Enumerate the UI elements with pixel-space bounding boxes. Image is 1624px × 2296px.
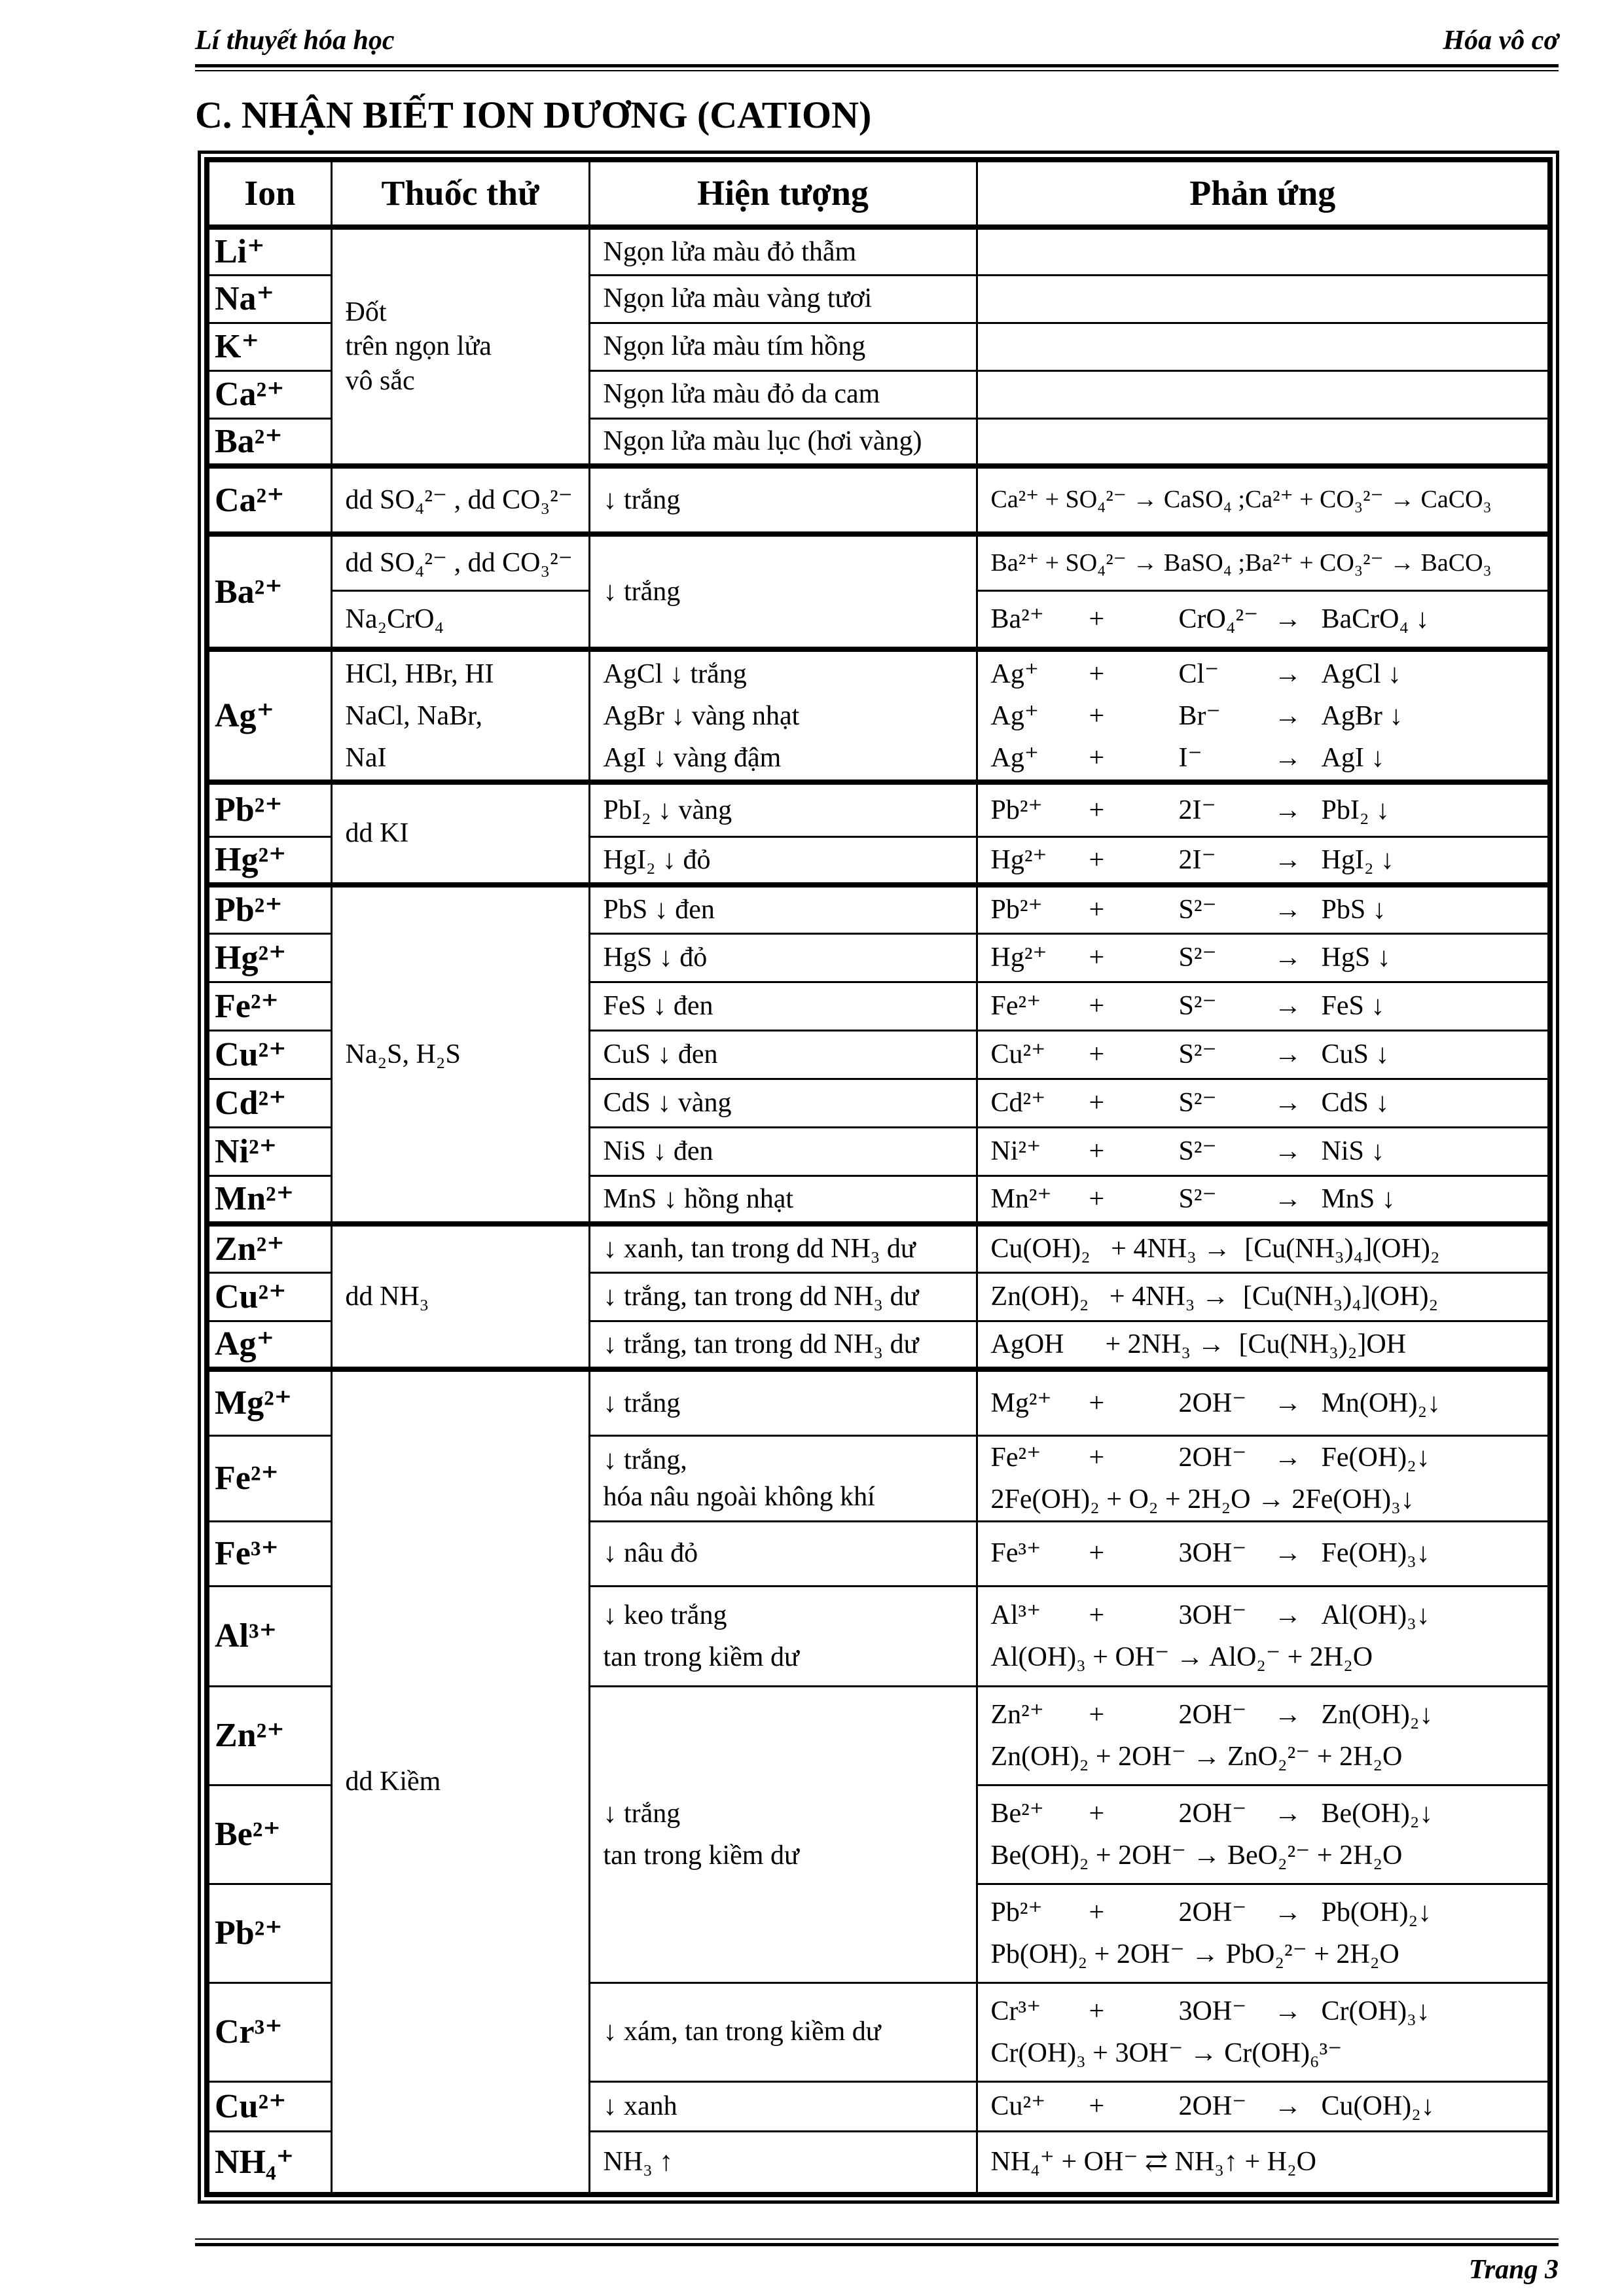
rx-part: Pb²⁺ bbox=[990, 895, 1043, 925]
reagent bbox=[331, 227, 589, 466]
reagent-line: Đốt bbox=[345, 296, 387, 327]
rx-part: Mn(OH)₂↓ bbox=[1321, 1388, 1441, 1418]
reaction bbox=[977, 323, 1550, 370]
rx-part: Cr(OH)₃↓ bbox=[1321, 1996, 1430, 2026]
rx-part: AgBr ↓ bbox=[1321, 700, 1403, 731]
phenomenon: Ngọn lửa màu tím hồng bbox=[589, 323, 977, 370]
rx-part: AgCl ↓ bbox=[1321, 658, 1402, 689]
reagent: dd SO₄²⁻ , dd CO₃²⁻ bbox=[331, 534, 589, 590]
ion: Zn²⁺ bbox=[207, 1224, 331, 1272]
page-number: Trang 3 bbox=[1468, 2255, 1559, 2285]
reagent-line: vô sắc bbox=[345, 365, 415, 396]
reaction bbox=[977, 933, 1550, 982]
ion: Ca²⁺ bbox=[207, 466, 331, 534]
table-header bbox=[207, 160, 1550, 227]
reaction-line bbox=[991, 695, 1548, 737]
reaction bbox=[977, 836, 1550, 885]
reaction-line bbox=[991, 893, 1548, 927]
ion: Al³⁺ bbox=[207, 1586, 331, 1686]
table-row bbox=[207, 1224, 1550, 1272]
rx-part: Cd²⁺ bbox=[990, 1087, 1046, 1118]
phenomenon: PbI₂ ↓ vàng bbox=[589, 782, 977, 836]
reaction-line bbox=[991, 1892, 1548, 1933]
rx-part: + bbox=[1089, 795, 1105, 825]
phen-line: tan trong kiềm dư bbox=[603, 1840, 799, 1871]
reaction-line bbox=[991, 1990, 1548, 2032]
phen-line: AgI ↓ vàng đậm bbox=[603, 742, 782, 773]
reaction: Zn(OH)₂ + 4NH₃ → [Cu(NH₃)₄](OH)₂ bbox=[977, 1272, 1550, 1321]
rx-part: → bbox=[1274, 844, 1302, 875]
ion: Cd²⁺ bbox=[207, 1079, 331, 1127]
rx-part: → bbox=[1274, 1136, 1302, 1166]
rx-part: → bbox=[1274, 742, 1302, 773]
phenomenon: Ngọn lửa màu đỏ da cam bbox=[589, 370, 977, 418]
rx-part: Cr³⁺ bbox=[990, 1996, 1041, 2026]
reaction-line bbox=[991, 1182, 1548, 1217]
reaction-line bbox=[991, 653, 1548, 695]
rx-part: + bbox=[1089, 942, 1105, 973]
rx-part: → bbox=[1274, 1442, 1302, 1473]
rx-part: + bbox=[1089, 1897, 1105, 1928]
reaction bbox=[977, 227, 1550, 275]
ammonia-group bbox=[207, 1224, 1550, 1369]
rx-part: NiS ↓ bbox=[1321, 1136, 1385, 1166]
ion: Be²⁺ bbox=[207, 1785, 331, 1884]
reaction: Ba²⁺ + SO₄²⁻ → BaSO₄ ;Ba²⁺ + CO₃²⁻ → BaCO₃ bbox=[977, 534, 1550, 590]
rx-part: Mn²⁺ bbox=[990, 1183, 1052, 1214]
page-footer bbox=[195, 2238, 1559, 2285]
reaction: Ca²⁺ + SO₄²⁻ → CaSO₄ ;Ca²⁺ + CO₃²⁻ → CaCO₃ bbox=[977, 466, 1550, 534]
rx-part: Hg²⁺ bbox=[990, 942, 1047, 973]
reaction bbox=[977, 1884, 1550, 1982]
phenomenon bbox=[589, 1586, 977, 1686]
rx-part: → bbox=[1274, 895, 1302, 925]
phenomenon: Ngọn lửa màu vàng tươi bbox=[589, 275, 977, 323]
reaction-line bbox=[991, 1086, 1548, 1121]
rx-part: Ag⁺ bbox=[990, 742, 1039, 773]
rx-part: + bbox=[1089, 844, 1105, 875]
rx-part: PbS ↓ bbox=[1321, 895, 1386, 925]
reagent-line: trên ngọn lửa bbox=[345, 331, 492, 362]
reaction bbox=[977, 1435, 1550, 1521]
rx-part: → bbox=[1274, 2090, 1302, 2121]
ion: Zn²⁺ bbox=[207, 1686, 331, 1785]
ion: Hg²⁺ bbox=[207, 836, 331, 885]
reaction bbox=[977, 782, 1550, 836]
rx-part: + bbox=[1089, 1699, 1105, 1730]
rx-part: S²⁻ bbox=[1178, 990, 1217, 1021]
phen-line: ↓ trắng bbox=[603, 1798, 681, 1829]
rx-part: Be(OH)₂↓ bbox=[1321, 1798, 1434, 1829]
ion: Cu²⁺ bbox=[207, 2081, 331, 2131]
rx-part: PbI₂ ↓ bbox=[1321, 795, 1390, 825]
reagent: dd KI bbox=[331, 782, 589, 885]
phenomenon: CdS ↓ vàng bbox=[589, 1079, 977, 1127]
rx-part: CrO₄²⁻ bbox=[1178, 603, 1259, 634]
phenomenon: ↓ trắng, tan trong dd NH₃ dư bbox=[589, 1321, 977, 1369]
rx-part: Be²⁺ bbox=[990, 1798, 1044, 1829]
rx-part: → bbox=[1274, 990, 1302, 1021]
reaction-line bbox=[991, 1134, 1548, 1169]
table-row bbox=[207, 885, 1550, 933]
rx-part: + bbox=[1089, 1600, 1105, 1630]
reaction-line: Zn(OH)₂ + 2OH⁻ → ZnO₂²⁻ + 2H₂O bbox=[990, 1741, 1403, 1772]
section-title: C. NHẬN BIẾT ION DƯƠNG (CATION) bbox=[195, 94, 872, 136]
reaction bbox=[977, 418, 1550, 466]
reaction bbox=[977, 1785, 1550, 1884]
phenomenon: HgI₂ ↓ đỏ bbox=[589, 836, 977, 885]
page-header bbox=[195, 24, 1559, 67]
reagent: Na₂S, H₂S bbox=[331, 885, 589, 1224]
rx-part: Fe(OH)₂↓ bbox=[1321, 1442, 1430, 1473]
reaction bbox=[977, 1586, 1550, 1686]
phen-line: AgBr ↓ vàng nhạt bbox=[603, 700, 800, 731]
rx-part: 3OH⁻ bbox=[1178, 1600, 1247, 1630]
rx-part: + bbox=[1089, 658, 1105, 689]
rx-part: + bbox=[1089, 742, 1105, 773]
phenomenon bbox=[589, 1686, 977, 1982]
ion: Pb²⁺ bbox=[207, 782, 331, 836]
rx-part: → bbox=[1274, 1996, 1302, 2026]
rx-part: → bbox=[1274, 1538, 1302, 1569]
col-reagent: Thuốc thử bbox=[331, 160, 589, 227]
rx-part: CuS ↓ bbox=[1321, 1039, 1390, 1069]
rx-part: Pb(OH)₂↓ bbox=[1321, 1897, 1432, 1928]
rx-part: + bbox=[1089, 990, 1105, 1021]
reagent-line: HCl, HBr, HI bbox=[345, 658, 494, 689]
rx-part: 2OH⁻ bbox=[1178, 1699, 1247, 1730]
rx-part: Ag⁺ bbox=[990, 658, 1039, 689]
rx-part: + bbox=[1089, 1996, 1105, 2026]
rx-part: HgS ↓ bbox=[1321, 942, 1391, 973]
rx-part: + bbox=[1089, 1136, 1105, 1166]
rx-part: + bbox=[1089, 1388, 1105, 1418]
reaction-line bbox=[991, 1536, 1548, 1571]
table-row bbox=[207, 227, 1550, 275]
ion: Ni²⁺ bbox=[207, 1127, 331, 1175]
rx-part: → bbox=[1274, 942, 1302, 973]
rx-part: Br⁻ bbox=[1178, 700, 1221, 731]
rx-part: AgI ↓ bbox=[1321, 742, 1385, 773]
rx-part: Fe²⁺ bbox=[990, 990, 1041, 1021]
reaction bbox=[977, 1030, 1550, 1079]
rx-part: Pb²⁺ bbox=[990, 795, 1043, 825]
col-ion: Ion bbox=[207, 160, 331, 227]
rx-part: Cl⁻ bbox=[1178, 658, 1219, 689]
cation-table-frame bbox=[198, 151, 1559, 2204]
reaction bbox=[977, 590, 1550, 649]
rx-part: S²⁻ bbox=[1178, 1039, 1217, 1069]
reaction bbox=[977, 1521, 1550, 1586]
phenomenon: NiS ↓ đen bbox=[589, 1127, 977, 1175]
ion: Mg²⁺ bbox=[207, 1369, 331, 1435]
ion: Pb²⁺ bbox=[207, 1884, 331, 1982]
rx-part: 2OH⁻ bbox=[1178, 1897, 1247, 1928]
reaction bbox=[977, 1175, 1550, 1224]
ion: Cr³⁺ bbox=[207, 1982, 331, 2081]
rx-part: Cu²⁺ bbox=[990, 2090, 1046, 2121]
reaction-line bbox=[991, 1437, 1548, 1479]
phenomenon: ↓ nâu đỏ bbox=[589, 1521, 977, 1586]
table-row bbox=[207, 466, 1550, 534]
rx-part: Zn²⁺ bbox=[990, 1699, 1044, 1730]
table-row bbox=[207, 649, 1550, 782]
reaction bbox=[977, 1686, 1550, 1785]
reagent: dd NH₃ bbox=[331, 1224, 589, 1369]
reaction: NH₄⁺ + OH⁻ ⇄ NH₃↑ + H₂O bbox=[977, 2131, 1550, 2195]
ion: Fe²⁺ bbox=[207, 982, 331, 1030]
ion: Fe³⁺ bbox=[207, 1521, 331, 1586]
rx-part: → bbox=[1274, 795, 1302, 825]
reaction bbox=[977, 1127, 1550, 1175]
rx-part: Mg²⁺ bbox=[990, 1388, 1052, 1418]
reaction-line: Be(OH)₂ + 2OH⁻ → BeO₂²⁻ + 2H₂O bbox=[990, 1840, 1403, 1871]
rx-part: Al³⁺ bbox=[990, 1600, 1041, 1630]
reaction-line bbox=[991, 1037, 1548, 1072]
ion: Na⁺ bbox=[207, 275, 331, 323]
ion: Hg²⁺ bbox=[207, 933, 331, 982]
reaction-line: 2Fe(OH)₂ + O₂ + 2H₂O → 2Fe(OH)₃↓ bbox=[990, 1484, 1415, 1515]
rx-part: 2OH⁻ bbox=[1178, 1388, 1247, 1418]
reagent bbox=[331, 649, 589, 782]
ion: Ba²⁺ bbox=[207, 418, 331, 466]
rx-part: Ag⁺ bbox=[990, 700, 1039, 731]
rx-part: 2OH⁻ bbox=[1178, 1442, 1247, 1473]
header-right: Hóa vô cơ bbox=[1443, 26, 1559, 56]
reagent-line: NaI bbox=[345, 742, 387, 773]
phen-line: ↓ keo trắng bbox=[603, 1600, 727, 1630]
rx-part: Ba²⁺ bbox=[990, 603, 1044, 634]
rx-part: Pb²⁺ bbox=[990, 1897, 1043, 1928]
phenomenon: ↓ trắng bbox=[589, 1369, 977, 1435]
reaction: Cu(OH)₂ + 4NH₃ → [Cu(NH₃)₄](OH)₂ bbox=[977, 1224, 1550, 1272]
reaction bbox=[977, 1982, 1550, 2081]
rx-part: + bbox=[1089, 1442, 1105, 1473]
reaction bbox=[977, 370, 1550, 418]
phen-line: tan trong kiềm dư bbox=[603, 1641, 799, 1672]
reagent: dd SO₄²⁻ , dd CO₃²⁻ bbox=[331, 466, 589, 534]
reaction bbox=[977, 1369, 1550, 1435]
ion: Fe²⁺ bbox=[207, 1435, 331, 1521]
rx-part: + bbox=[1089, 603, 1105, 634]
reaction-line bbox=[991, 989, 1548, 1024]
phenomenon: NH₃ ↑ bbox=[589, 2131, 977, 2195]
reaction-line: Pb(OH)₂ + 2OH⁻ → PbO₂²⁻ + 2H₂O bbox=[990, 1939, 1399, 1969]
ion: Ba²⁺ bbox=[207, 534, 331, 649]
phenomenon bbox=[589, 649, 977, 782]
rx-part: Zn(OH)₂↓ bbox=[1321, 1699, 1434, 1730]
rx-part: → bbox=[1274, 1699, 1302, 1730]
rx-part: + bbox=[1089, 1039, 1105, 1069]
rx-part: + bbox=[1089, 1538, 1105, 1569]
rx-part: 2OH⁻ bbox=[1178, 1798, 1247, 1829]
rx-part: S²⁻ bbox=[1178, 895, 1217, 925]
reaction-line bbox=[991, 843, 1548, 878]
rx-part: → bbox=[1274, 603, 1302, 634]
rx-part: BaCrO₄ ↓ bbox=[1321, 603, 1430, 634]
rx-part: I⁻ bbox=[1178, 742, 1202, 773]
phenomenon: ↓ xám, tan trong kiềm dư bbox=[589, 1982, 977, 2081]
ion: Ca²⁺ bbox=[207, 370, 331, 418]
phenomenon: PbS ↓ đen bbox=[589, 885, 977, 933]
reaction-line bbox=[991, 737, 1548, 779]
reaction bbox=[977, 649, 1550, 782]
rx-part: Cu²⁺ bbox=[990, 1039, 1046, 1069]
reaction-line: Al(OH)₃ + OH⁻ → AlO₂⁻ + 2H₂O bbox=[990, 1641, 1373, 1672]
rx-part: S²⁻ bbox=[1178, 942, 1217, 973]
col-phenomenon: Hiện tượng bbox=[589, 160, 977, 227]
reaction: AgOH + 2NH₃ → [Cu(NH₃)₂]OH bbox=[977, 1321, 1550, 1369]
rx-part: + bbox=[1089, 1183, 1105, 1214]
rx-part: CdS ↓ bbox=[1321, 1087, 1390, 1118]
reaction-line bbox=[991, 1386, 1548, 1421]
rx-part: 2OH⁻ bbox=[1178, 2090, 1247, 2121]
rx-part: → bbox=[1274, 658, 1302, 689]
header-left: Lí thuyết hóa học bbox=[195, 26, 395, 56]
reaction bbox=[977, 275, 1550, 323]
ion: Cu²⁺ bbox=[207, 1030, 331, 1079]
ion: Pb²⁺ bbox=[207, 885, 331, 933]
rx-part: + bbox=[1089, 1087, 1105, 1118]
ion: Ag⁺ bbox=[207, 1321, 331, 1369]
rx-part: S²⁻ bbox=[1178, 1136, 1217, 1166]
reaction-line bbox=[991, 941, 1548, 975]
ion: NH₄⁺ bbox=[207, 2131, 331, 2195]
rx-part: → bbox=[1274, 1798, 1302, 1829]
reaction-line: Cr(OH)₃ + 3OH⁻ → Cr(OH)₆³⁻ bbox=[990, 2037, 1343, 2068]
ion: Cu²⁺ bbox=[207, 1272, 331, 1321]
rx-part: FeS ↓ bbox=[1321, 990, 1385, 1021]
table-row bbox=[207, 1369, 1550, 1435]
rx-part: 2I⁻ bbox=[1178, 844, 1216, 875]
phenomenon: ↓ xanh, tan trong dd NH₃ dư bbox=[589, 1224, 977, 1272]
ion: K⁺ bbox=[207, 323, 331, 370]
reaction-line bbox=[991, 793, 1548, 828]
sulfide-group bbox=[207, 885, 1550, 1224]
rx-part: → bbox=[1274, 1600, 1302, 1630]
phenomenon: ↓ trắng bbox=[589, 466, 977, 534]
rx-part: 3OH⁻ bbox=[1178, 1996, 1247, 2026]
phenomenon: Ngọn lửa màu đỏ thẫm bbox=[589, 227, 977, 275]
rx-part: → bbox=[1274, 1087, 1302, 1118]
phenomenon: Ngọn lửa màu lục (hơi vàng) bbox=[589, 418, 977, 466]
reagent: Na₂CrO₄ bbox=[331, 590, 589, 649]
rx-part: 3OH⁻ bbox=[1178, 1538, 1247, 1569]
cation-table bbox=[204, 157, 1553, 2197]
rx-part: Fe³⁺ bbox=[990, 1538, 1041, 1569]
table-row bbox=[207, 534, 1550, 590]
phen-line: AgCl ↓ trắng bbox=[603, 658, 747, 689]
col-reaction: Phản ứng bbox=[977, 160, 1550, 227]
rx-part: → bbox=[1274, 1388, 1302, 1418]
rx-part: → bbox=[1274, 1183, 1302, 1214]
ion: Ag⁺ bbox=[207, 649, 331, 782]
phen-line: hóa nâu ngoài không khí bbox=[603, 1481, 875, 1512]
reaction-line bbox=[991, 2089, 1548, 2124]
phenomenon bbox=[589, 1435, 977, 1521]
rx-part: Hg²⁺ bbox=[990, 844, 1047, 875]
table-row bbox=[207, 782, 1550, 836]
reaction bbox=[977, 885, 1550, 933]
rx-part: + bbox=[1089, 1798, 1105, 1829]
rx-part: 2I⁻ bbox=[1178, 795, 1216, 825]
phenomenon: FeS ↓ đen bbox=[589, 982, 977, 1030]
phenomenon: CuS ↓ đen bbox=[589, 1030, 977, 1079]
rx-part: S²⁻ bbox=[1178, 1087, 1217, 1118]
rx-part: Fe(OH)₃↓ bbox=[1321, 1538, 1430, 1569]
reaction bbox=[977, 1079, 1550, 1127]
ion: Li⁺ bbox=[207, 227, 331, 275]
rx-part: HgI₂ ↓ bbox=[1321, 844, 1394, 875]
ion: Mn²⁺ bbox=[207, 1175, 331, 1224]
rx-part: → bbox=[1274, 1039, 1302, 1069]
rx-part: Cu(OH)₂↓ bbox=[1321, 2090, 1435, 2121]
rx-part: Fe²⁺ bbox=[990, 1442, 1041, 1473]
phenomenon: ↓ trắng bbox=[589, 534, 977, 649]
reaction-line bbox=[991, 1694, 1548, 1736]
phen-line: ↓ trắng, bbox=[603, 1444, 687, 1475]
reaction bbox=[977, 2081, 1550, 2131]
rx-part: MnS ↓ bbox=[1321, 1183, 1396, 1214]
rx-part: Ni²⁺ bbox=[990, 1136, 1041, 1166]
reagent-line: NaCl, NaBr, bbox=[345, 700, 482, 731]
reaction-line bbox=[991, 1594, 1548, 1636]
reaction-line bbox=[991, 1793, 1548, 1835]
phenomenon: ↓ xanh bbox=[589, 2081, 977, 2131]
rx-part: + bbox=[1089, 895, 1105, 925]
rx-part: + bbox=[1089, 700, 1105, 731]
rx-part: + bbox=[1089, 2090, 1105, 2121]
rx-part: → bbox=[1274, 1897, 1302, 1928]
reagent: dd Kiềm bbox=[331, 1369, 589, 2195]
rx-part: → bbox=[1274, 700, 1302, 731]
rx-part: Al(OH)₃↓ bbox=[1321, 1600, 1430, 1630]
reaction bbox=[977, 982, 1550, 1030]
rx-part: S²⁻ bbox=[1178, 1183, 1217, 1214]
phenomenon: HgS ↓ đỏ bbox=[589, 933, 977, 982]
phenomenon: ↓ trắng, tan trong dd NH₃ dư bbox=[589, 1272, 977, 1321]
phenomenon: MnS ↓ hồng nhạt bbox=[589, 1175, 977, 1224]
